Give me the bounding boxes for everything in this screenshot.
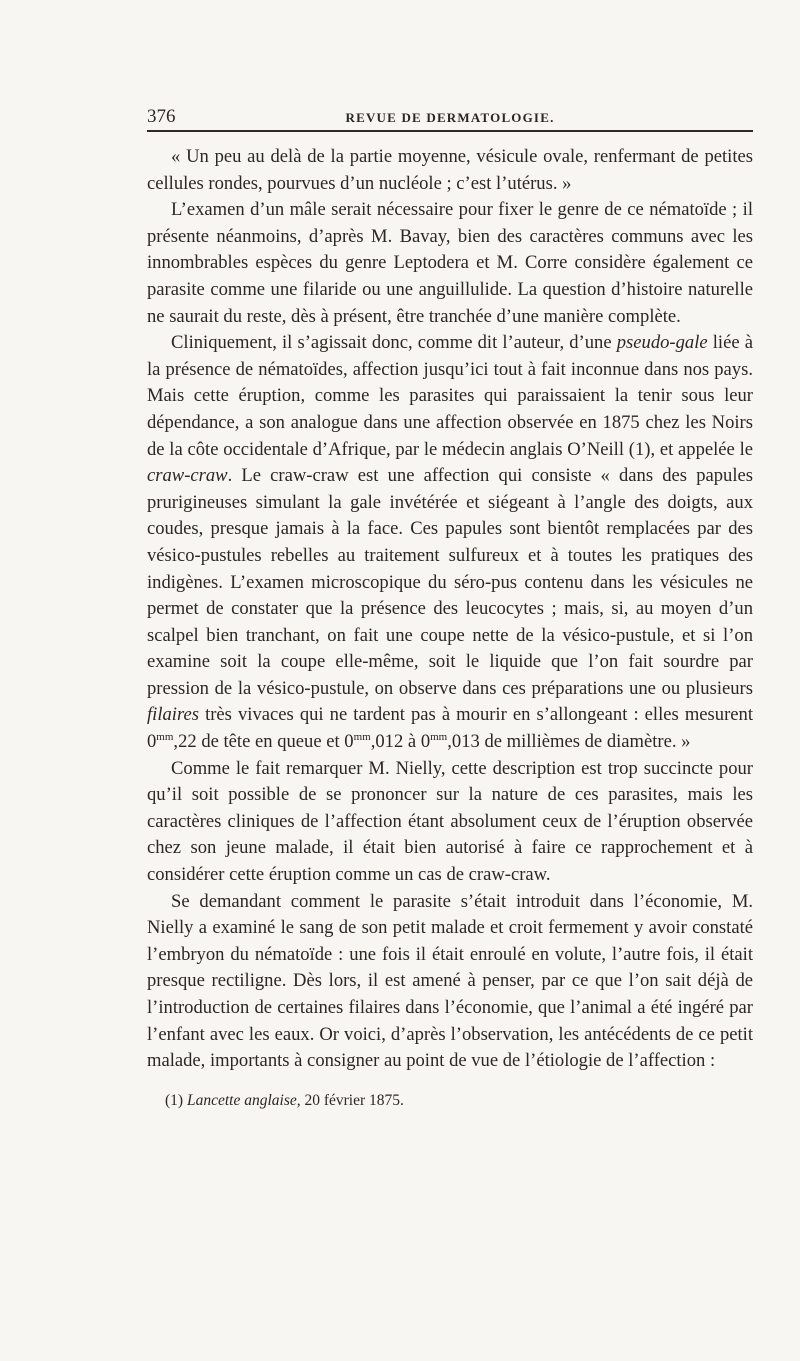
- paragraph-3-text-b: liée à la présence de nématoïdes, affection jusqu’ici tout à fait inconnue dans nos pays. Mais cette éruption, comme les parasites qui paraissaient la tenir sous leur dépendance, a son analogue dans une affection observée en 1875 chez les Noirs de la côte occidentale d’Afrique, par le médecin anglais O’Neill (1), et appelée le: [147, 332, 753, 460]
- paragraph-5: Se demandant comment le parasite s’était introduit dans l’économie, M. Nielly a examiné le sang de son petit malade et croit fermement y avoir constaté l’embryon du nématoïde : une fois il était enroulé en volute, l’autre fois, il était presque rectiligne. Dès lors, il est amené à penser, par ce que l’on sait déjà de l’introduction de certaines filaires dans l’économie, que l’animal a été ingéré par l’enfant avec les eaux. Or voici, d’après l’observation, les antécédents de ce petit malade, importants à consigner au point de vue de l’étiologie de l’affection :: [147, 890, 753, 1072]
- paragraph-3: [147, 330, 753, 756]
- paragraph-3-text-c: . Le craw-craw est une affection qui consiste « dans des papules prurigineuses simulant la gale invétérée et siégeant à l’angle des doigts, aux coudes, presque jamais à la face. Ces papules sont bientôt remplacées par des vésico-pustules rebelles au traitement sulfureux et à toutes les pratiques des indigènes. L’examen microscopique du séro-pus contenu dans les vésicules ne permet de constater que la présence des leucocytes ; mais, si, au moyen d’un scalpel bien tranchant, on fait une coupe nette de la vésico-pustule, et si l’on examine soit la coupe elle-même, soit le liquide que l’on fait sourdre par pression de la vésico-pustule, on observe dans ces préparations une ou plusieurs: [147, 465, 753, 699]
- paragraph-3-text-d: très vivaces qui ne tardent pas à mourir en s’allongeant : elles mesurent 0: [147, 704, 753, 753]
- superscript-mm-3: mm: [430, 731, 448, 744]
- paragraph-3-text-g: ,013 de millièmes de diamètre. »: [447, 731, 691, 753]
- paragraph-4: Comme le fait remarquer M. Nielly, cette description est trop succincte pour qu’il soit possible de se prononcer sur la nature de ces parasites, mais les caractères cliniques de l’affection étant absolument ceux de l’éruption observée chez son jeune malade, il était bien autorisé à faire ce rapprochement et à considérer cette éruption comme un cas de craw-craw.: [147, 757, 753, 886]
- paragraph-1: « Un peu au delà de la partie moyenne, vésicule ovale, renfermant de petites cellules rondes, pourvues d’un nucléole ; c’est l’utérus. »: [147, 146, 753, 194]
- paragraph-3-italic-filaires: filaires: [147, 704, 199, 726]
- running-title: REVUE DE DERMATOLOGIE.: [345, 110, 555, 125]
- paragraph-3-text-f: ,012 à 0: [370, 731, 431, 753]
- document-page: [147, 106, 753, 1110]
- running-head: [147, 106, 753, 130]
- body-text: [147, 144, 753, 1075]
- footnote: [147, 1092, 753, 1110]
- page-number: 376: [147, 106, 176, 127]
- paragraph-2: L’examen d’un mâle serait nécessaire pour fixer le genre de ce nématoïde ; il présente néanmoins, d’après M. Bavay, bien des caractères communs avec les innombrables espèces du genre Leptodera et M. Corre considère également ce parasite comme une filaride ou une anguillulide. La question d’histoire naturelle ne saurait du reste, dès à présent, être tranchée d’une manière complète.: [147, 199, 753, 327]
- footnote-date: 20 février 1875.: [304, 1091, 404, 1109]
- header-rule: [147, 130, 753, 132]
- paragraph-3-italic-craw-craw: craw-craw: [147, 465, 228, 487]
- paragraph-3-text-a: Cliniquement, il s’agissait donc, comme dit l’auteur, d’une: [171, 332, 617, 354]
- superscript-mm-1: mm: [156, 731, 174, 744]
- superscript-mm-2: mm: [353, 731, 371, 744]
- paragraph-3-text-e: ,22 de tête en queue et 0: [173, 731, 354, 753]
- footnote-marker: (1): [165, 1091, 184, 1109]
- footnote-journal: Lancette anglaise,: [186, 1091, 301, 1109]
- paragraph-3-italic-pseudo-gale: pseudo-gale: [616, 332, 708, 354]
